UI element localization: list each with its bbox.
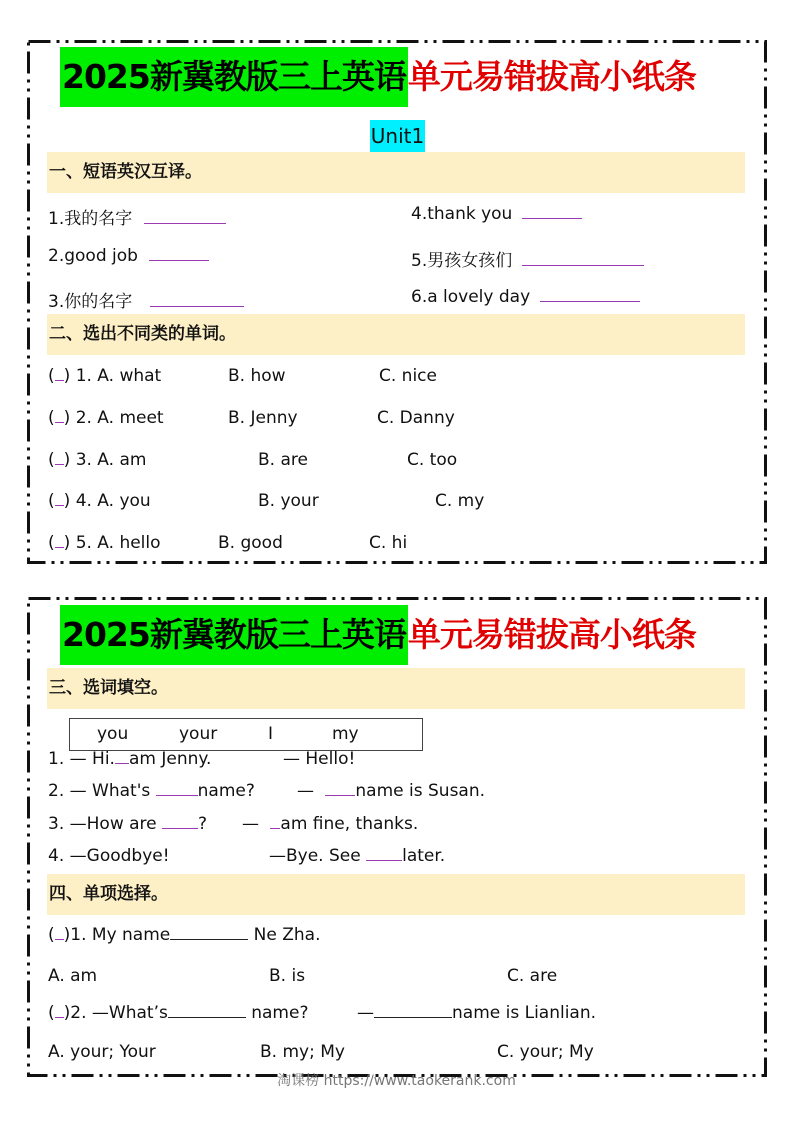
answer-blank[interactable] bbox=[366, 846, 402, 861]
word-bank bbox=[69, 718, 423, 751]
option-c: C. too bbox=[407, 450, 458, 470]
question-blank bbox=[374, 1003, 452, 1018]
word-bank-item: my bbox=[332, 724, 359, 744]
fill-blank-item-3: 3. —How are ? bbox=[48, 814, 208, 834]
answer-blank[interactable] bbox=[55, 533, 64, 548]
page-title bbox=[60, 605, 696, 665]
section-3-heading: 三、选词填空。 bbox=[47, 668, 745, 709]
mc-question-1: ( )1. My name Ne Zha. bbox=[48, 925, 321, 945]
answer-blank[interactable] bbox=[55, 366, 64, 381]
option-b: B. good bbox=[218, 533, 283, 553]
title-red-part: 单元易错拔高小纸条 bbox=[407, 615, 696, 654]
title-green-part: 2025新冀教版三上英语 bbox=[60, 47, 408, 107]
answer-blank[interactable] bbox=[150, 292, 244, 307]
answer-blank[interactable] bbox=[55, 925, 64, 940]
option-c: C. my bbox=[435, 491, 485, 511]
answer-blank[interactable] bbox=[149, 246, 209, 261]
fill-blank-reply-3: — am fine, thanks. bbox=[242, 814, 419, 834]
option-a[interactable]: A. am bbox=[48, 966, 98, 986]
word-bank-item: your bbox=[179, 724, 218, 744]
answer-blank[interactable] bbox=[522, 204, 582, 219]
title-green-part: 2025新冀教版三上英语 bbox=[60, 605, 408, 665]
odd-one-out-row-4: ( ) 4. A. you bbox=[48, 491, 151, 511]
translate-item-6: 6.a lovely day bbox=[411, 287, 640, 307]
section-1-heading: 一、短语英汉互译。 bbox=[47, 152, 745, 193]
reply-text: — Hello! bbox=[283, 749, 356, 769]
translate-item-3: 3.你的名字 bbox=[48, 287, 244, 312]
option-a[interactable]: A. your; Your bbox=[48, 1042, 156, 1062]
option-c: C. Danny bbox=[377, 408, 455, 428]
page-title bbox=[60, 47, 696, 107]
answer-blank[interactable] bbox=[522, 251, 644, 266]
answer-blank[interactable] bbox=[55, 1003, 64, 1018]
option-c[interactable]: C. your; My bbox=[497, 1042, 594, 1062]
word-bank-item: I bbox=[268, 724, 274, 744]
translate-item-4: 4.thank you bbox=[411, 204, 582, 224]
answer-blank[interactable] bbox=[162, 814, 198, 829]
option-c[interactable]: C. are bbox=[507, 966, 558, 986]
worksheet-card-2 bbox=[27, 597, 767, 1077]
odd-one-out-row-2: ( ) 2. A. meet bbox=[48, 408, 164, 428]
fill-blank-reply-4: —Bye. See later. bbox=[269, 846, 446, 866]
worksheet-card-1 bbox=[27, 40, 767, 564]
option-c: C. nice bbox=[379, 366, 437, 386]
fill-blank-reply-2: — name is Susan. bbox=[297, 781, 486, 801]
answer-blank[interactable] bbox=[540, 287, 640, 302]
answer-blank[interactable] bbox=[325, 781, 355, 796]
section-2-heading: 二、选出不同类的单词。 bbox=[47, 314, 745, 355]
option-b: B. how bbox=[228, 366, 286, 386]
answer-blank[interactable] bbox=[55, 408, 64, 423]
question-blank bbox=[168, 1003, 246, 1018]
odd-one-out-row-5: ( ) 5. A. hello bbox=[48, 533, 161, 553]
mc-question-2: ( )2. —What’s name? bbox=[48, 1003, 309, 1023]
fill-blank-item-4: 4. —Goodbye! bbox=[48, 846, 170, 866]
odd-one-out-row-3: ( ) 3. A. am bbox=[48, 450, 147, 470]
option-b[interactable]: B. my; My bbox=[260, 1042, 345, 1062]
option-b: B. Jenny bbox=[228, 408, 298, 428]
option-b: B. are bbox=[258, 450, 308, 470]
option-b[interactable]: B. is bbox=[269, 966, 306, 986]
option-b: B. your bbox=[258, 491, 319, 511]
section-4-heading: 四、单项选择。 bbox=[47, 874, 745, 915]
option-c: C. hi bbox=[369, 533, 408, 553]
fill-blank-item-1: 1. — Hi. am Jenny. bbox=[48, 749, 212, 769]
fill-blank-item-2: 2. — What's name? bbox=[48, 781, 255, 801]
translate-item-1: 1.我的名字 bbox=[48, 204, 226, 229]
question-blank bbox=[170, 925, 248, 940]
answer-blank[interactable] bbox=[55, 491, 64, 506]
word-bank-item: you bbox=[97, 724, 129, 744]
title-red-part: 单元易错拔高小纸条 bbox=[407, 57, 696, 96]
mc-question-2-reply: — name is Lianlian. bbox=[357, 1003, 597, 1023]
answer-blank[interactable] bbox=[144, 209, 226, 224]
translate-item-2: 2.good job bbox=[48, 246, 209, 266]
odd-one-out-row-1: ( ) 1. A. what bbox=[48, 366, 162, 386]
translate-item-5: 5.男孩女孩们 bbox=[411, 246, 644, 271]
answer-blank[interactable] bbox=[156, 781, 198, 796]
answer-blank[interactable] bbox=[270, 814, 280, 829]
answer-blank[interactable] bbox=[55, 450, 64, 465]
answer-blank[interactable] bbox=[115, 749, 129, 764]
unit-badge: Unit1 bbox=[370, 120, 425, 152]
watermark: 淘课榜 https://www.taokerank.com bbox=[277, 1073, 516, 1089]
